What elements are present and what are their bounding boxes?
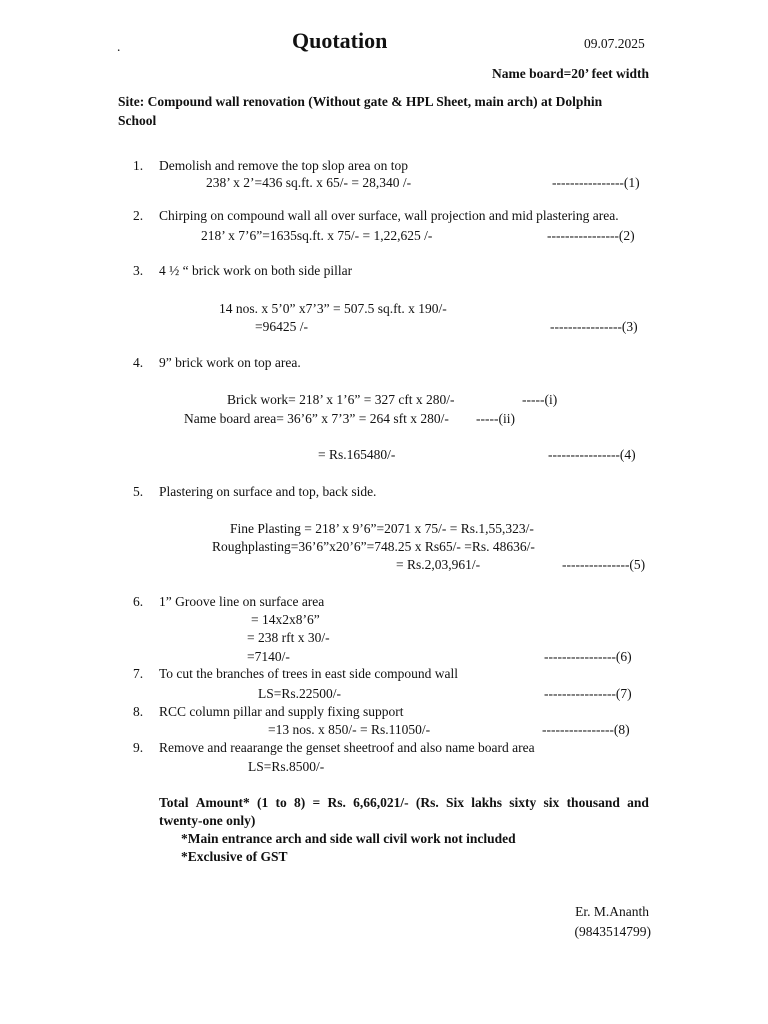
total-word: to xyxy=(275,795,287,810)
item-5-total: = Rs.2,03,961/- xyxy=(396,557,481,572)
total-word: thousand xyxy=(566,795,620,810)
page-title: Quotation xyxy=(292,28,388,53)
item-6-ref: ----------------(6) xyxy=(544,649,632,664)
item-1-number: 1. xyxy=(133,158,144,173)
name-board-width: Name board=20’ feet width xyxy=(491,66,649,81)
total-word: six xyxy=(543,795,560,810)
item-3-number: 3. xyxy=(133,263,144,278)
header-dot: . xyxy=(117,39,121,54)
total-word: 8) xyxy=(294,795,306,810)
item-4-number: 4. xyxy=(133,355,144,370)
total-amount-value: 6,66,021/- xyxy=(353,795,409,810)
signatory-name: Er. M.Ananth xyxy=(575,904,649,919)
item-4-ref-2: -----(ii) xyxy=(476,411,515,426)
total-word: Amount* xyxy=(195,795,250,810)
item-4-ref-1: -----(i) xyxy=(522,392,558,407)
item-2-ref: ----------------(2) xyxy=(547,228,635,243)
item-2-description: Chirping on compound wall all over surface, wall projection and mid plastering area. xyxy=(159,208,619,223)
item-9-number: 9. xyxy=(133,740,144,755)
item-5-calculation-2: Roughplasting=36’6”x20’6”=748.25 x Rs65/- =Rs. 48636/- xyxy=(212,539,535,554)
item-6-description: 1” Groove line on surface area xyxy=(159,594,325,609)
item-8-number: 8. xyxy=(133,704,144,719)
site-line-1: Site: Compound wall renovation (Without gate & HPL Sheet, main arch) at Dolphin xyxy=(118,94,603,109)
total-word: sixty xyxy=(509,795,537,810)
item-4-total: = Rs.165480/- xyxy=(318,447,396,462)
item-3-calculation-2: =96425 /- xyxy=(255,319,308,334)
item-2-number: 2. xyxy=(133,208,144,223)
item-5-number: 5. xyxy=(133,484,144,499)
item-6-calculation-2: = 238 rft x 30/- xyxy=(247,630,330,645)
item-9-calculation: LS=Rs.8500/- xyxy=(248,759,325,774)
total-word: Six xyxy=(446,795,465,810)
note-arch-not-included: *Main entrance arch and side wall civil work not included xyxy=(181,831,516,846)
item-1-description: Demolish and remove the top slop area on top xyxy=(159,158,408,173)
quotation-date: 09.07.2025 xyxy=(584,36,645,51)
item-6-calculation-1: = 14x2x8’6” xyxy=(251,612,320,627)
total-word: Rs. xyxy=(327,795,346,810)
item-3-calculation-1: 14 nos. x 5’0” x7’3” = 507.5 sq.ft. x 190/- xyxy=(219,301,447,316)
item-3-ref: ----------------(3) xyxy=(550,319,638,334)
item-6-calculation-3: =7140/- xyxy=(247,649,290,664)
total-word: and xyxy=(627,795,649,810)
item-4-calculation-1: Brick work= 218’ x 1’6” = 327 cft x 280/- xyxy=(227,392,455,407)
item-8-ref: ----------------(8) xyxy=(542,722,630,737)
note-exclusive-gst: *Exclusive of GST xyxy=(181,849,288,864)
item-3-description: 4 ½ “ brick work on both side pillar xyxy=(159,263,353,278)
item-4-calculation-2: Name board area= 36’6” x 7’3” = 264 sft x 280/- xyxy=(184,411,449,426)
total-word: = xyxy=(312,795,321,810)
item-6-number: 6. xyxy=(133,594,144,609)
item-7-description: To cut the branches of trees in east side compound wall xyxy=(159,666,458,681)
total-amount-words-end: twenty-one only) xyxy=(159,813,256,828)
item-7-number: 7. xyxy=(133,666,144,681)
total-word: (1 xyxy=(257,795,269,810)
item-9-description: Remove and reaarange the genset sheetroof and also name board area xyxy=(159,740,535,755)
item-4-description: 9” brick work on top area. xyxy=(159,355,301,370)
item-5-calculation-1: Fine Plasting = 218’ x 9’6”=2071 x 75/- = Rs.1,55,323/- xyxy=(230,521,534,536)
item-1-ref: ----------------(1) xyxy=(552,175,640,190)
item-7-calculation: LS=Rs.22500/- xyxy=(258,686,341,701)
total-word: (Rs. xyxy=(415,795,439,810)
item-5-description: Plastering on surface and top, back side. xyxy=(159,484,377,499)
total-word: Total xyxy=(159,795,189,810)
total-word: lakhs xyxy=(471,795,503,810)
item-4-ref: ----------------(4) xyxy=(548,447,636,462)
signatory-phone: (9843514799) xyxy=(574,924,651,939)
item-2-calculation: 218’ x 7’6”=1635sq.ft. x 75/- = 1,22,625 /- xyxy=(201,228,433,243)
item-5-ref: ---------------(5) xyxy=(562,557,646,572)
item-8-calculation: =13 nos. x 850/- = Rs.11050/- xyxy=(268,722,431,737)
item-1-calculation: 238’ x 2’=436 sq.ft. x 65/- = 28,340 /- xyxy=(206,175,412,190)
item-7-ref: ----------------(7) xyxy=(544,686,632,701)
total-amount-line xyxy=(159,796,649,810)
item-8-description: RCC column pillar and supply fixing support xyxy=(159,704,404,719)
site-line-2: School xyxy=(118,113,157,128)
